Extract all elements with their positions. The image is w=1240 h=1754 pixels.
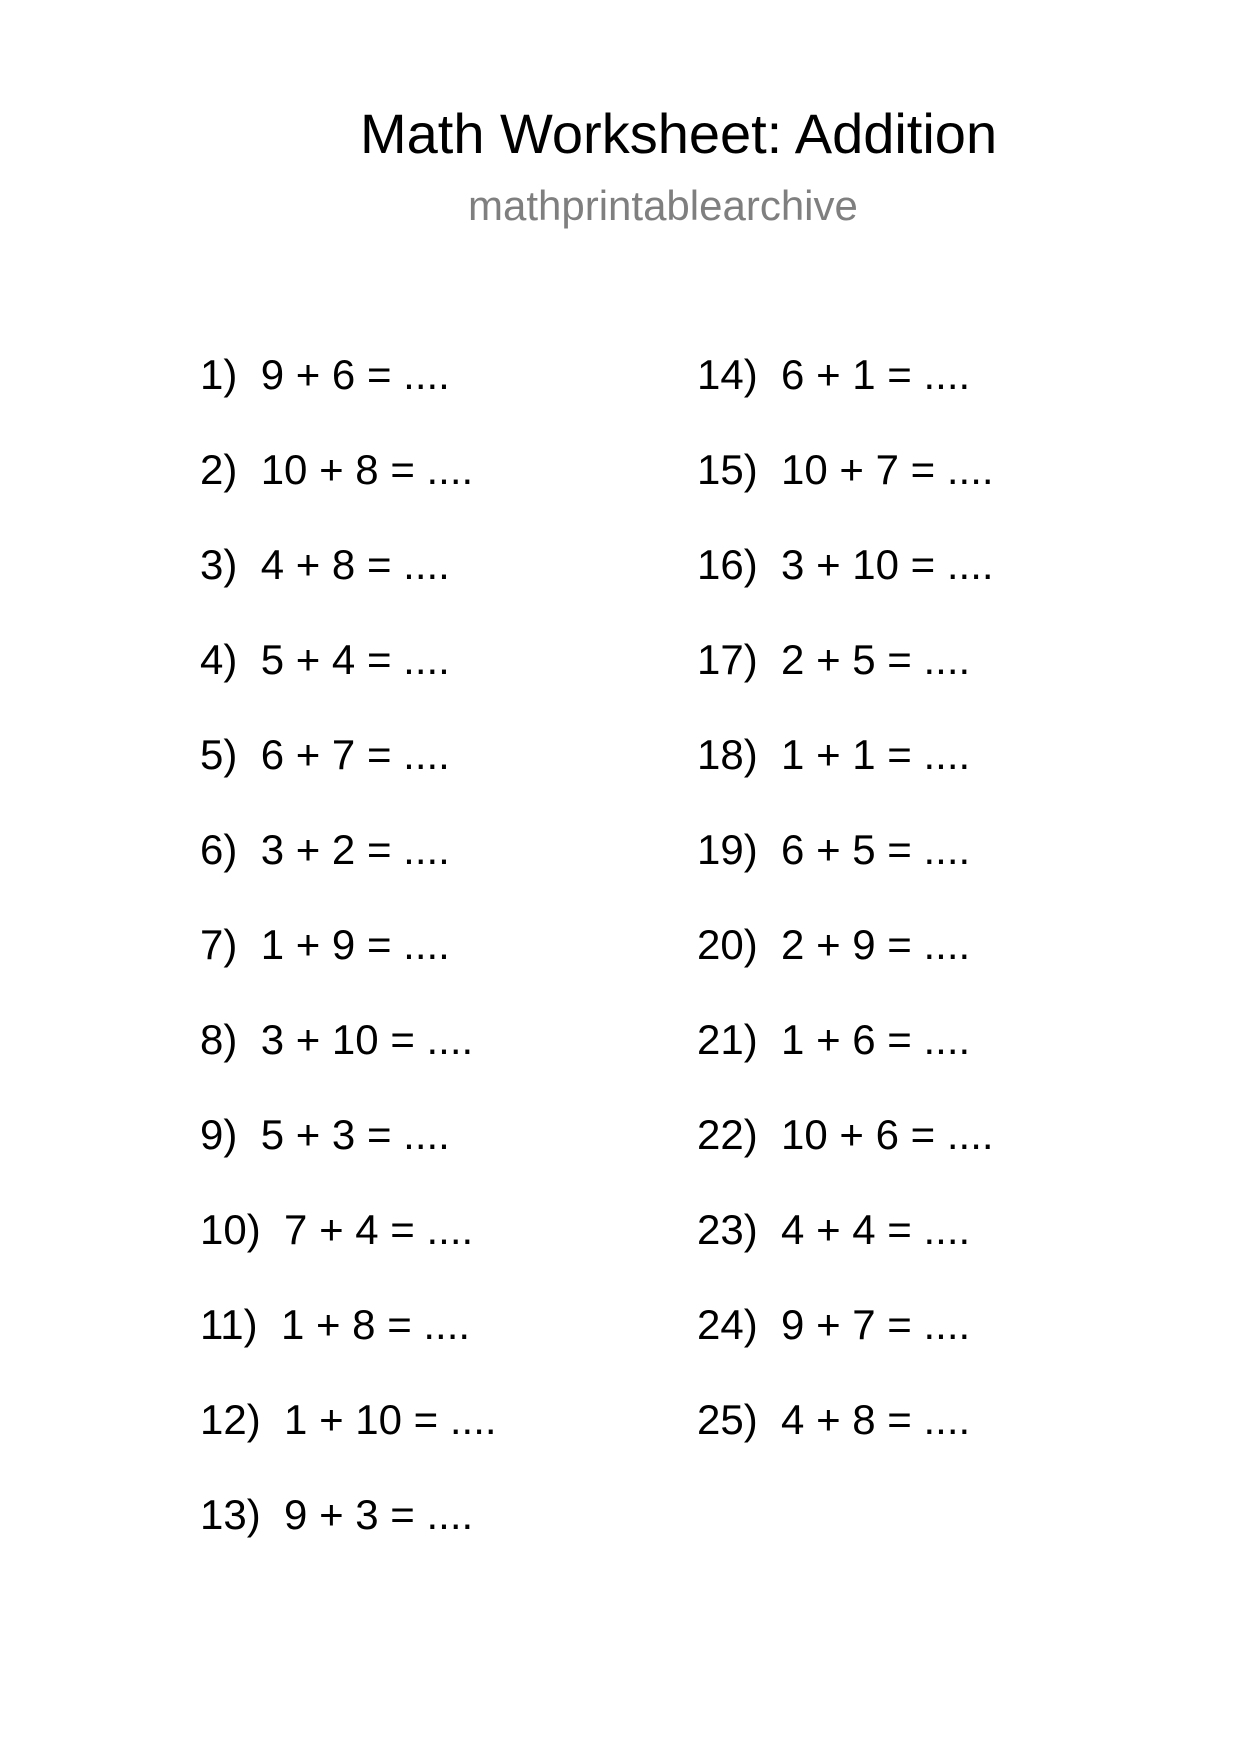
problem-23	[697, 1200, 994, 1295]
problem-13	[200, 1485, 497, 1580]
problem-column-left	[200, 345, 497, 1580]
problem-expression: 10 + 8 = ....	[260, 446, 474, 493]
problem-expression: 4 + 8 = ....	[260, 541, 450, 588]
problem-number: 11)	[200, 1301, 258, 1348]
problem-7	[200, 915, 497, 1010]
problem-expression: 9 + 6 = ....	[260, 351, 450, 398]
problem-expression: 6 + 7 = ....	[260, 731, 450, 778]
problem-5	[200, 725, 497, 820]
problem-expression: 4 + 8 = ....	[781, 1396, 971, 1443]
problem-8	[200, 1010, 497, 1105]
source-text: mathprintablearchive	[468, 182, 858, 229]
problem-expression: 7 + 4 = ....	[284, 1206, 474, 1253]
problem-number: 15)	[697, 446, 758, 493]
problem-number: 18)	[697, 731, 758, 778]
problem-number: 1)	[200, 351, 238, 398]
problem-number: 7)	[200, 921, 238, 968]
problem-expression: 2 + 5 = ....	[781, 636, 971, 683]
problem-expression: 5 + 4 = ....	[260, 636, 450, 683]
problem-6	[200, 820, 497, 915]
problem-number: 14)	[697, 351, 758, 398]
problem-expression: 3 + 10 = ....	[260, 1016, 474, 1063]
problem-number: 25)	[697, 1396, 758, 1443]
problem-number: 12)	[200, 1396, 261, 1443]
problem-2	[200, 440, 497, 535]
page-title: Math Worksheet: Addition	[360, 102, 998, 165]
problem-number: 8)	[200, 1016, 238, 1063]
problem-number: 20)	[697, 921, 758, 968]
problem-expression: 2 + 9 = ....	[781, 921, 971, 968]
problem-expression: 5 + 3 = ....	[260, 1111, 450, 1158]
problem-17	[697, 630, 994, 725]
problem-14	[697, 345, 994, 440]
problem-number: 2)	[200, 446, 238, 493]
problem-number: 24)	[697, 1301, 758, 1348]
problem-expression: 9 + 3 = ....	[284, 1491, 474, 1538]
problem-expression: 6 + 1 = ....	[781, 351, 971, 398]
problem-16	[697, 535, 994, 630]
problem-expression: 4 + 4 = ....	[781, 1206, 971, 1253]
problem-expression: 3 + 10 = ....	[781, 541, 994, 588]
problem-number: 19)	[697, 826, 758, 873]
problem-1	[200, 345, 497, 440]
problem-number: 9)	[200, 1111, 238, 1158]
problem-expression: 1 + 9 = ....	[260, 921, 450, 968]
problem-expression: 1 + 10 = ....	[284, 1396, 497, 1443]
problem-number: 16)	[697, 541, 758, 588]
problem-expression: 3 + 2 = ....	[260, 826, 450, 873]
problem-number: 3)	[200, 541, 238, 588]
problem-12	[200, 1390, 497, 1485]
problem-expression: 9 + 7 = ....	[781, 1301, 971, 1348]
problem-expression: 1 + 1 = ....	[781, 731, 971, 778]
problem-expression: 10 + 7 = ....	[781, 446, 994, 493]
problem-number: 5)	[200, 731, 238, 778]
problem-19	[697, 820, 994, 915]
problem-25	[697, 1390, 994, 1485]
problem-number: 6)	[200, 826, 238, 873]
problem-18	[697, 725, 994, 820]
problem-24	[697, 1295, 994, 1390]
problem-21	[697, 1010, 994, 1105]
problem-22	[697, 1105, 994, 1200]
problem-column-right	[697, 345, 994, 1485]
problem-expression: 1 + 6 = ....	[781, 1016, 971, 1063]
problem-number: 4)	[200, 636, 238, 683]
problem-expression: 10 + 6 = ....	[781, 1111, 994, 1158]
problem-expression: 1 + 8 = ....	[280, 1301, 471, 1348]
problem-number: 23)	[697, 1206, 758, 1253]
problem-number: 13)	[200, 1491, 261, 1538]
problem-number: 17)	[697, 636, 758, 683]
problem-4	[200, 630, 497, 725]
problem-expression: 6 + 5 = ....	[781, 826, 971, 873]
problem-15	[697, 440, 994, 535]
problem-11	[200, 1295, 497, 1390]
problem-number: 10)	[200, 1206, 261, 1253]
problem-3	[200, 535, 497, 630]
problem-number: 21)	[697, 1016, 758, 1063]
problem-10	[200, 1200, 497, 1295]
problem-9	[200, 1105, 497, 1200]
problem-20	[697, 915, 994, 1010]
problem-number: 22)	[697, 1111, 758, 1158]
